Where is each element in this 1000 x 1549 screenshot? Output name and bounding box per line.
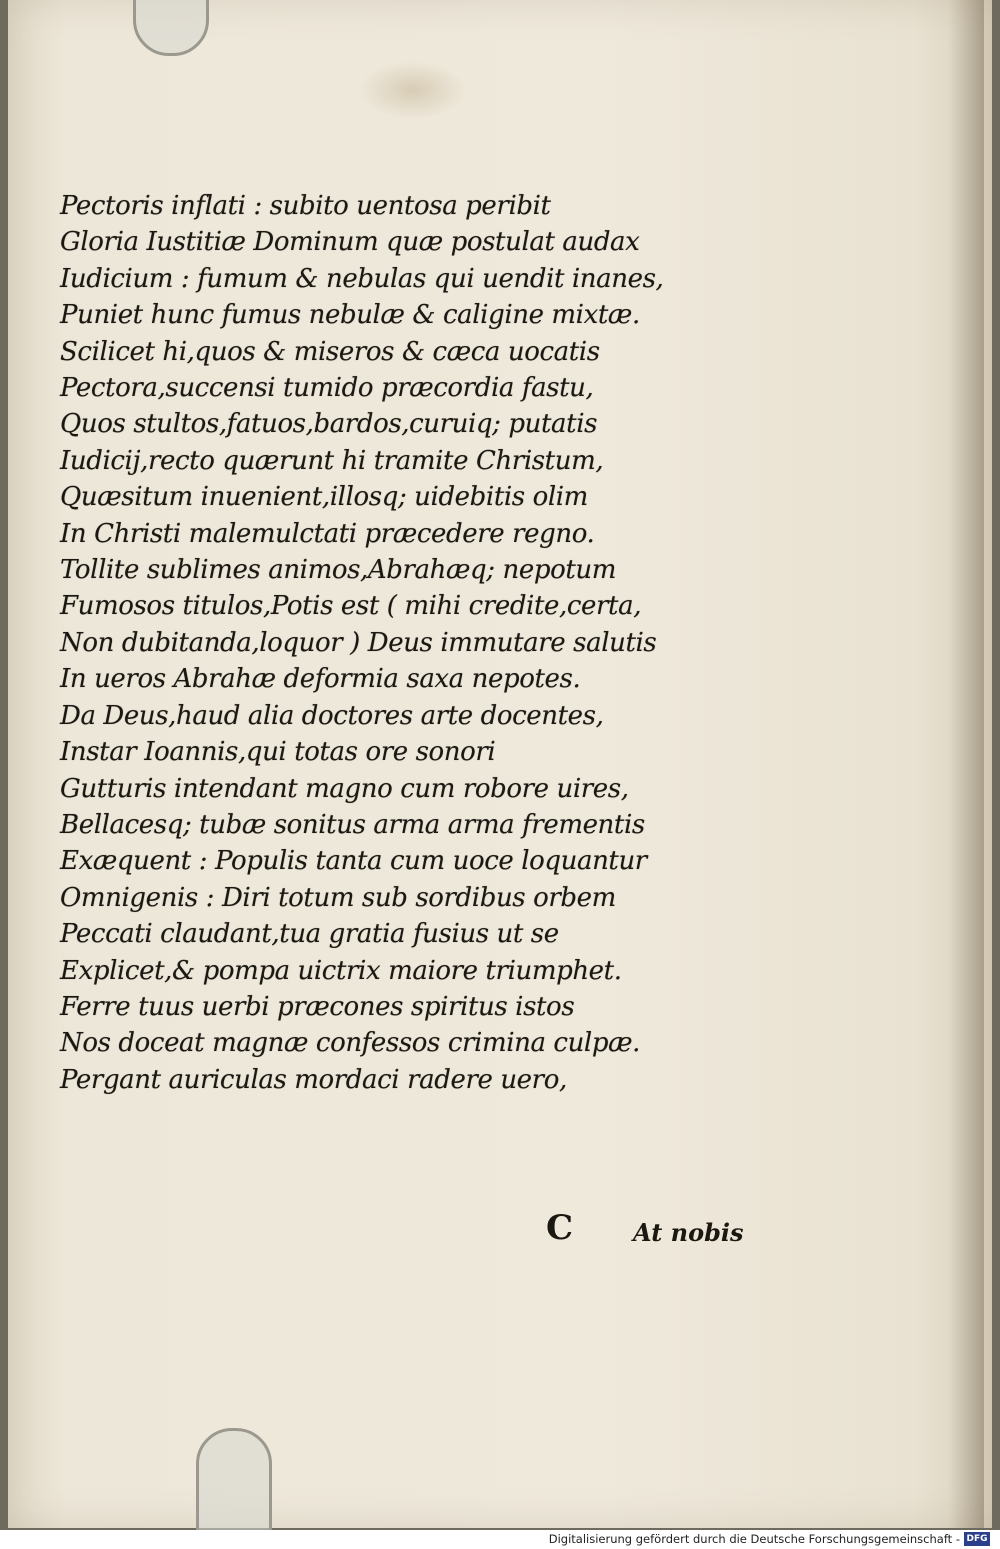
text-line: Ferre tuus uerbi præcones spiritus istos xyxy=(60,991,575,1022)
text-line: Non dubitanda,loquor ) Deus immutare salutis xyxy=(60,627,657,658)
catchword: At nobis xyxy=(633,1218,744,1247)
text-line: Da Deus,haud alia doctores arte docentes, xyxy=(60,700,604,731)
text-line: Exæquent : Populis tanta cum uoce loquantur xyxy=(60,846,647,877)
book-page xyxy=(8,0,992,1528)
signature-mark: C xyxy=(546,1208,574,1248)
text-line: Iudicij,recto quærunt hi tramite Christum, xyxy=(60,445,604,476)
text-line: Instar Ioannis,qui totas ore sonori xyxy=(60,737,496,768)
text-line: Pectora,succensi tumido præcordia fastu, xyxy=(60,373,594,404)
poem-text xyxy=(60,188,680,1098)
digitization-footer xyxy=(0,1530,1000,1549)
text-line: Puniet hunc fumus nebulæ & caligine mixtæ. xyxy=(60,300,640,331)
dfg-logo-icon: DFG xyxy=(964,1532,990,1546)
text-line: In Christi malemulctati præcedere regno. xyxy=(60,518,595,549)
text-line: Quos stultos,fatuos,bardos,curuiq; putatis xyxy=(60,409,598,440)
text-line: Peccati claudant,tua gratia fusius ut se xyxy=(60,919,559,950)
text-line: Gutturis intendant magno cum robore uires, xyxy=(60,773,629,804)
text-line: Iudicium : fumum & nebulas qui uendit inanes, xyxy=(60,263,664,294)
page-fold-shadow xyxy=(948,0,984,1528)
text-line: Fumosos titulos,Potis est ( mihi credite,certa, xyxy=(60,591,642,622)
text-line: Omnigenis : Diri totum sub sordibus orbem xyxy=(60,882,616,913)
text-line: Gloria Iustitiæ Dominum quæ postulat audax xyxy=(60,227,640,258)
text-line: Pectoris inflati : subito uentosa peribit xyxy=(60,191,551,221)
paper-stain xyxy=(358,60,468,120)
text-line: Bellacesq; tubæ sonitus arma arma frementis xyxy=(60,809,645,840)
text-line: Explicet,& pompa uictrix maiore triumphet. xyxy=(60,955,622,986)
text-line: In ueros Abrahæ deformia saxa nepotes. xyxy=(60,664,581,695)
text-line: Pergant auriculas mordaci radere uero, xyxy=(60,1064,567,1095)
text-line: Tollite sublimes animos,Abrahæq; nepotum xyxy=(60,555,616,586)
text-line: Nos doceat magnæ confessos crimina culpæ. xyxy=(60,1028,640,1059)
text-line: Scilicet hi,quos & miseros & cæca uocatis xyxy=(60,336,600,367)
text-line: Quæsitum inuenient,illosq; uidebitis olim xyxy=(60,482,588,513)
footer-credit: Digitalisierung gefördert durch die Deutsche Forschungsgemeinschaft - xyxy=(548,1532,960,1546)
